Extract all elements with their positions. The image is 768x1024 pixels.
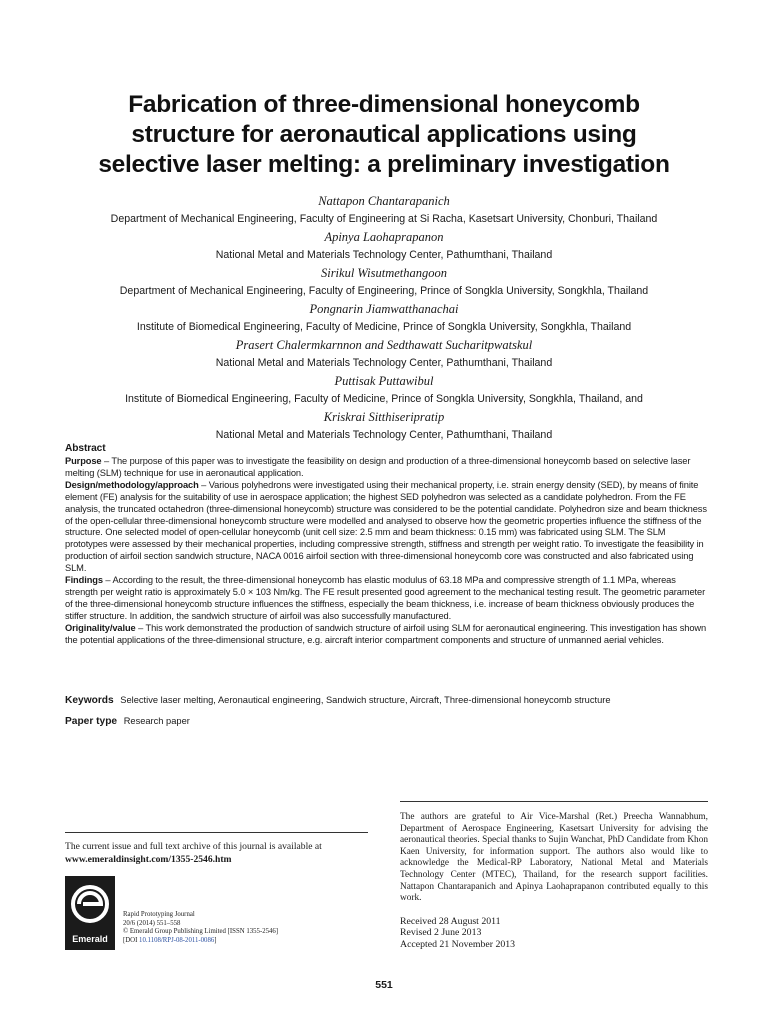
emerald-logo-text: Emerald — [72, 934, 108, 944]
author-name: Prasert Chalermkarnnon and Sedthawatt Sucharitpwatskul — [235, 338, 533, 352]
author-affiliation: Institute of Biomedical Engineering, Faculty of Medicine, Prince of Songkla University, Songkhla, Thailand, and — [125, 393, 643, 405]
paper-type-text: Research paper — [123, 716, 190, 726]
journal-doi — [123, 937, 373, 946]
abstract-section-text: – According to the result, the three-dimensional honeycomb has elastic modulus of 63.18 MPa and compressive strength of 1.1 MPa, whereas strength per weight ratio is approximately 5.0 × 103 Nm/kg. The FE result presented good agreement to the mechanical testing result. The geometric parameter of the three-dimensional honeycomb structure influences the stiffness, especially the beam thickness, i.e. increase of beam thickness obviously produces the stiffer structure. In addition, the sandwich structure of airfoil was also successfully manufactured. — [65, 575, 706, 621]
journal-info — [123, 911, 373, 945]
paper-type-label: Paper type — [65, 716, 118, 727]
emerald-logo-icon — [65, 876, 115, 950]
abstract-design — [65, 480, 709, 575]
author-affiliation: National Metal and Materials Technology Center, Pathumthani, Thailand — [215, 429, 553, 441]
abstract-purpose — [65, 456, 709, 480]
author-affiliation: Department of Mechanical Engineering, Faculty of Engineering, Prince of Songkla University, Songkhla, Thailand — [119, 285, 649, 297]
author-name: Kriskrai Sitthiseripratip — [323, 410, 445, 424]
doi-suffix: ] — [214, 936, 217, 944]
abstract-section-text: – This work demonstrated the production of sandwich structure of airfoil using SLM for aeronautical engineering. This investigation has shown the potential applications of the three-dimensional structure, e.g. aircraft interior compartment components and structure of unmanned aerial vehicles. — [65, 622, 707, 645]
journal-name: Rapid Prototyping Journal — [123, 911, 195, 918]
paper-title — [40, 90, 728, 180]
title-line: selective laser melting: a preliminary investigation — [98, 151, 670, 178]
abstract — [65, 442, 709, 647]
title-line: structure for aeronautical applications using — [131, 121, 637, 148]
article-dates — [400, 916, 708, 950]
abstract-section-label: Originality/value — [65, 622, 136, 633]
author-affiliation: Department of Mechanical Engineering, Faculty of Engineering at Si Racha, Kasetsart University, Chonburi, Thailand — [110, 213, 658, 225]
keywords-text: Selective laser melting, Aeronautical engineering, Sandwich structure, Aircraft, Three-dimensional honeycomb structure — [120, 695, 611, 705]
abstract-heading: Abstract — [65, 443, 106, 454]
abstract-section-text: – The purpose of this paper was to investigate the feasibility on design and production of a three-dimensional honeycomb based on selective laser melting (SLM) technique for use in aeronautical application. — [65, 456, 691, 478]
journal-access-note — [65, 841, 375, 866]
abstract-section-text: – Various polyhedrons were investigated using their mechanical property, i.e. strain energy density (SED), by means of finite element (FE) analysis for the suitability of use in aerospace application; the highest SED polyhedron was selected as a candidate polyhedron. From the FE analysis, the truncated octahedron (three-dimensional honeycomb) structure was considered to be the potential candidate. Polyhedron size and beam thickness of the open-cellular three-dimensional honeycomb structure were modelled and analysed to observe how the geometric properties influence the stiffness of the structure. One selected model of open-cellular honeycomb (unit cell size: 2.5 mm and beam thickness: 0.15 mm) was fabricated using SLM. The SLM prototypes were assessed by their mechanical properties, including compressive strength, stiffness and strength per weight ratio. To investigate the feasibility in production of airfoil section sandwich structure, NACA 0016 airfoil section with three-dimensional honeycomb core was constructed and also fabricated using SLM. — [65, 479, 707, 574]
revised-date: Revised 2 June 2013 — [400, 927, 482, 939]
journal-url-link[interactable]: www.emeraldinsight.com/1355-2546.htm — [65, 853, 232, 865]
author-name: Puttisak Puttawibul — [334, 374, 434, 388]
paper-type — [65, 716, 725, 727]
author-name: Sirikul Wisutmethangoon — [320, 266, 448, 280]
abstract-originality — [65, 623, 709, 647]
author-name: Pongnarin Jiamwatthanachai — [309, 302, 459, 316]
author-list — [30, 193, 738, 445]
access-text: The current issue and full text archive of this journal is available at — [65, 841, 322, 852]
keywords — [65, 695, 725, 706]
author-name: Apinya Laohaprapanon — [324, 230, 444, 244]
doi-prefix: [DOI — [123, 936, 140, 944]
author-name: Nattapon Chantarapanich — [318, 194, 450, 208]
abstract-findings — [65, 575, 709, 623]
abstract-section-label: Design/methodology/approach — [65, 479, 199, 490]
accepted-date: Accepted 21 November 2013 — [400, 938, 516, 950]
keywords-label: Keywords — [65, 695, 114, 706]
left-divider — [65, 832, 368, 833]
abstract-section-label: Findings — [65, 575, 103, 586]
right-divider — [400, 801, 708, 802]
journal-issue: 20/6 (2014) 551–558 — [123, 919, 181, 927]
doi-link[interactable]: 10.1108/RPJ-08-2011-0086 — [139, 936, 215, 944]
abstract-section-label: Purpose — [65, 456, 102, 466]
author-affiliation: Institute of Biomedical Engineering, Faculty of Medicine, Prince of Songkla University, Songkhla, Thailand — [136, 321, 632, 333]
author-affiliation: National Metal and Materials Technology Center, Pathumthani, Thailand — [215, 357, 553, 369]
journal-publisher: © Emerald Group Publishing Limited [ISSN 1355-2546] — [123, 928, 279, 936]
page-number: 551 — [375, 979, 393, 991]
title-line: Fabrication of three-dimensional honeycomb — [128, 91, 640, 118]
acknowledgement: The authors are grateful to Air Vice-Marshal (Ret.) Preecha Wannabhum, Department of Aerospace Engineering, Kasetsart University for advising the aeronautical theories. Special thanks to Sujin Wanchat, PhD Candidate from Khon Kaen University, for information support. The authors also would like to acknowledge the Medical-RP Laboratory, National Metal and Materials Technology Center (MTEC), Thailand, for the research support facilities. Nattapon Chantarapanich and Apinya Laohaprapanon contributed equally to this work. — [400, 812, 708, 904]
received-date: Received 28 August 2011 — [400, 916, 501, 927]
author-affiliation: National Metal and Materials Technology Center, Pathumthani, Thailand — [215, 249, 553, 261]
